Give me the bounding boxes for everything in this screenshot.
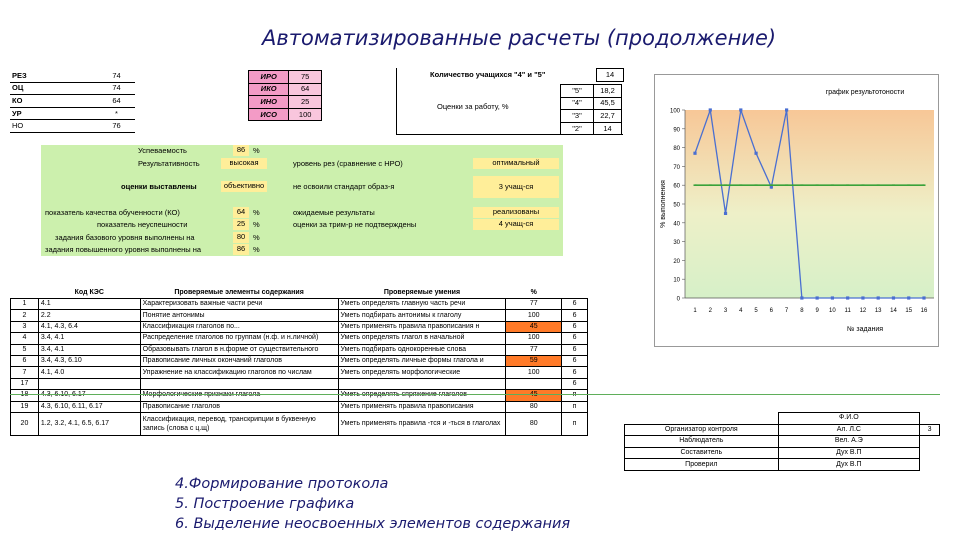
adv-label: задания повышенного уровня выполнены на [45,245,202,254]
result-point [724,212,727,215]
row-kes: 3.4, 4.1 [38,333,140,344]
row-element: Понятие антонимы [140,310,338,321]
table-row [11,310,588,321]
oc-label: ОЦ [10,82,44,95]
x-tick-label: 11 [844,308,851,314]
row-element: Правописание глаголов [140,401,338,412]
row-kes: 1.2, 3.2, 4.1, 6.5, 6.17 [38,412,140,435]
y-tick-label: 20 [673,258,680,265]
row-level: 6 [562,333,588,344]
notconf-value: 4 учащ-ся [473,219,559,230]
row-element: Характеризовать важные части речи [140,299,338,310]
row-percent: 100 [506,367,562,378]
x-tick-label: 3 [723,308,728,314]
iko-label: ИКО [249,83,289,96]
base-label: задания базового уровня выполнены на [55,233,195,242]
separator-line [10,394,940,395]
row-percent: 80 [506,412,562,435]
org-row [625,436,940,448]
count-side-label: Оценки за работу, % [437,102,509,111]
row-kes: 4.3, 6.10, 6.11, 6.17 [38,401,140,412]
org-name: Дух В.П [778,447,919,459]
iro-value: 75 [289,71,322,84]
expected-value: реализованы [473,207,559,218]
y-tick-label: 70 [673,164,680,171]
notconf-label: оценки за трим-р не подтверждены [293,220,417,229]
grade-5: "5" [561,85,594,98]
ino-label: ИНО [249,96,289,109]
x-tick-label: 8 [800,308,804,314]
note-item: 6. Выделение неосвоенных элементов содержания [175,516,571,532]
base-value: 80 [233,232,249,243]
no-value: 76 [98,120,135,133]
ko-label: КО [10,95,44,108]
x-tick-label: 2 [708,308,712,314]
header-pct: % [530,289,537,296]
iso-value: 100 [289,108,322,121]
nous-unit: % [253,220,260,229]
result-point [877,296,880,299]
row-level: 6 [562,378,588,389]
adv-unit: % [253,245,260,254]
uspev-unit: % [253,146,260,155]
grade-2: "2" [561,122,594,135]
standard-label: не освоили стандарт образ-я [293,182,395,191]
ko-unit: % [253,208,260,217]
row-kes: 4.1 [38,299,140,310]
row-number [11,390,39,401]
grades-table [560,84,622,135]
x-tick-label: 10 [829,308,836,314]
rez-label: РЕЗ [10,70,44,82]
row-skill: Уметь подбирать однокоренные слова [338,344,506,355]
note-item: 5. Построение графика [175,496,355,512]
count-header-label: Количество учащихся "4" и "5" [430,70,546,79]
result-point [754,152,757,155]
row-percent: 59 [506,355,562,366]
oc-value: 74 [98,82,135,95]
uspev-label: Успеваемость [138,146,187,155]
org-header: Ф.И.О [778,413,919,425]
row-percent: 100 [506,333,562,344]
rez-table [10,70,135,133]
org-name: Дух В.П [778,459,919,471]
x-tick-label: 14 [890,308,897,314]
result-point [739,108,742,111]
y-tick-label: 50 [673,202,680,209]
row-skill: Уметь применять правила правописания н [338,321,506,332]
table-row [11,367,588,378]
row-kes: 3.4, 4.3, 6.10 [38,355,140,366]
result-point [861,296,864,299]
table-row [11,401,588,412]
y-tick-label: 40 [673,221,680,228]
org-role: Составитель [625,447,779,459]
iso-label: ИСО [249,108,289,121]
row-skill [338,390,506,401]
row-level [562,390,588,401]
row-number: 3 [11,321,39,332]
result-point [785,108,788,111]
row-kes: 3.4, 4.1 [38,344,140,355]
result-point [831,296,834,299]
org-extra [920,459,940,471]
row-number: 19 [11,401,39,412]
row-percent [506,390,562,401]
row-element [140,378,338,389]
row-kes: 4.1, 4.3, 6.4 [38,321,140,332]
row-level: п [562,401,588,412]
x-tick-label: 16 [920,308,928,314]
x-tick-label: 7 [784,308,789,314]
chart-y-label: % выполнения [660,180,667,228]
org-extra [920,447,940,459]
elements-table [10,268,588,436]
plot-area [685,110,934,298]
row-skill: Уметь применять правила -тся и -ться в глаголах [338,412,506,435]
row-skill: Уметь определять главную часть речи [338,299,506,310]
org-role: Наблюдатель [625,436,779,448]
row-element: Классификация, перевод, транскрипции в буквенную запись (слова с ц.щ) [140,412,338,435]
row-skill [338,378,506,389]
table-row [11,333,588,344]
table-row [11,299,588,310]
notes-list [175,474,570,534]
row-level: 6 [562,310,588,321]
result-value: высокая [221,158,267,169]
uspev-value: 86 [233,145,249,156]
results-chart [654,74,939,347]
nous-label: показатель неуспешности [97,220,188,229]
grade-4: "4" [561,97,594,110]
chart-x-label: № задания [846,326,884,333]
org-name: Вел. А.Э [778,436,919,448]
level-label: уровень рез (сравнение с НРО) [293,159,403,168]
row-skill: Уметь применять правила правописания [338,401,506,412]
ur-value: * [98,107,135,120]
y-tick-label: 10 [673,277,680,284]
table-row [11,321,588,332]
result-label: Результативность [138,159,200,168]
row-percent: 80 [506,401,562,412]
row-percent: 100 [506,310,562,321]
grade-3-value: 22,7 [594,110,622,123]
result-point [846,296,849,299]
result-point [800,296,803,299]
row-element: Упражнение на классификацию глаголов по числам [140,367,338,378]
row-element: Правописание личных окончаний глаголов [140,355,338,366]
grade-4-value: 45,5 [594,97,622,110]
result-point [907,296,910,299]
row-level: 6 [562,355,588,366]
base-unit: % [253,233,260,242]
table-row [11,344,588,355]
chart-title: график результотоности [825,89,905,96]
row-level: 6 [562,344,588,355]
row-level: 6 [562,299,588,310]
row-kes [38,378,140,389]
x-tick-label: 6 [769,308,774,314]
header-kes: Код КЭС [74,289,104,296]
row-number: 1 [11,299,39,310]
org-extra [920,436,940,448]
pink-index-table [248,70,322,121]
row-level: п [562,412,588,435]
row-percent [506,378,562,389]
row-number: 4 [11,333,39,344]
level-value: оптимальный [473,158,559,169]
org-row [625,447,940,459]
x-tick-label: 5 [754,308,758,314]
summary-block [41,145,563,256]
row-skill: Уметь определять личные формы глагола и [338,355,506,366]
org-table [624,412,940,471]
row-kes [38,390,140,401]
x-tick-label: 12 [859,308,867,314]
result-point [892,296,895,299]
ino-value: 25 [289,96,322,109]
nous-value: 25 [233,219,249,230]
adv-value: 86 [233,244,249,255]
row-skill: Уметь подбирать антонимы к глаголу [338,310,506,321]
note-item: 4.Формирование протокола [175,476,389,492]
grades-label: оценки выставлены [121,182,197,191]
chart-svg [655,75,938,346]
expected-label: ожидаемые результаты [293,208,375,217]
table-row [11,355,588,366]
row-number: 5 [11,344,39,355]
table-row [11,390,588,401]
row-percent: 77 [506,299,562,310]
ko-label-text: показатель качества обученности (КО) [45,208,180,217]
row-number: 17 [11,378,39,389]
row-level: 6 [562,321,588,332]
org-role: Проверил [625,459,779,471]
ko-value: 64 [98,95,135,108]
table-row [11,412,588,435]
org-role: Организатор контроля [625,424,779,436]
result-point [709,108,712,111]
table-row [11,378,588,389]
org-name: Ал. Л.С [778,424,919,436]
row-element [140,390,338,401]
standard-value: 3 учащ-ся [473,176,559,198]
grade-3: "3" [561,110,594,123]
ur-label: УР [10,107,44,120]
row-number: 20 [11,412,39,435]
y-tick-label: 80 [673,146,680,153]
ko-value-text: 64 [233,207,249,218]
row-skill: Уметь определять глагол в начальной [338,333,506,344]
header-skills: Проверяемые умения [383,289,461,296]
result-point [922,296,925,299]
grade-2-value: 14 [594,122,622,135]
row-number: 7 [11,367,39,378]
x-tick-label: 4 [739,308,743,314]
rez-value: 74 [98,70,135,82]
page-title: Автоматизированные расчеты (продолжение) [262,26,777,50]
row-level: 6 [562,367,588,378]
row-number: 2 [11,310,39,321]
x-tick-label: 13 [874,308,882,314]
x-tick-label: 9 [815,308,819,314]
header-elements: Проверяемые элементы содержания [174,289,304,296]
result-point [693,152,696,155]
row-percent: 45 [506,321,562,332]
iko-value: 64 [289,83,322,96]
no-label: НО [10,120,44,133]
x-tick-label: 15 [905,308,913,314]
y-tick-label: 30 [673,240,680,247]
y-tick-label: 90 [673,127,680,134]
y-tick-label: 0 [676,296,680,303]
row-element: Классификация глаголов по... [140,321,338,332]
grades-value: объективно [221,181,267,192]
y-tick-label: 100 [669,108,680,115]
grade-5-value: 18,2 [594,85,622,98]
row-element: Образовывать глагол в н.форме от существительного [140,344,338,355]
y-tick-label: 60 [673,183,680,190]
row-kes: 2.2 [38,310,140,321]
row-percent: 77 [506,344,562,355]
iro-label: ИРО [249,71,289,84]
row-number: 6 [11,355,39,366]
row-element: Распределение глаголов по группам (н.ф. и н.личной) [140,333,338,344]
x-tick-label: 1 [693,308,697,314]
org-row [625,424,940,436]
row-skill: Уметь определять морфологические [338,367,506,378]
org-extra: 3 [920,424,940,436]
org-row [625,459,940,471]
count-header-value: 14 [596,68,624,82]
row-kes: 4.1, 4.0 [38,367,140,378]
result-point [816,296,819,299]
